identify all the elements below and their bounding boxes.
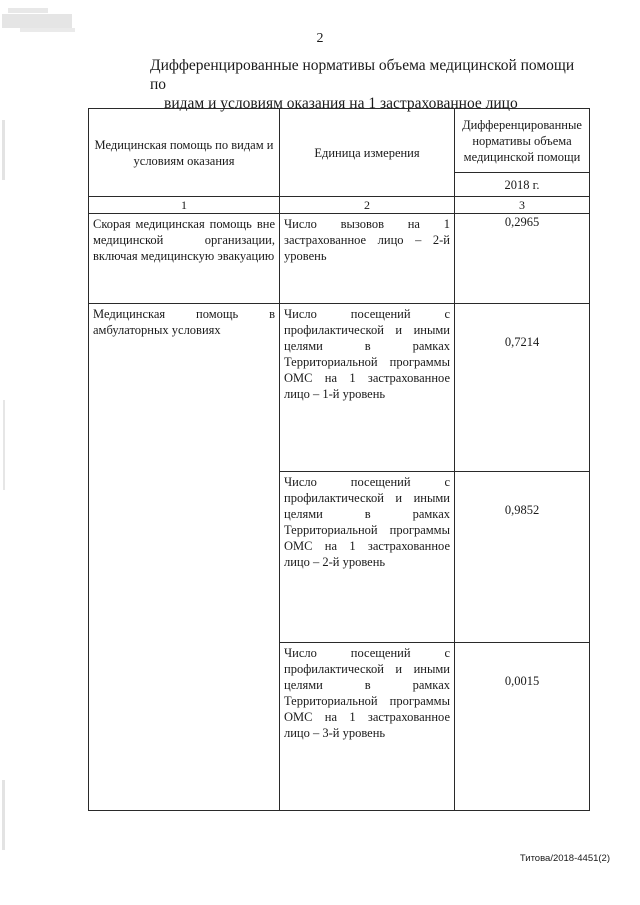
footer-ref: Титова/2018-4451(2): [519, 853, 610, 864]
column-number: 1: [89, 197, 280, 214]
header-norms: Дифференцированные нормативы объема медицинской помощи: [455, 109, 590, 173]
document-title: [150, 56, 580, 113]
value-cell: 0,2965: [455, 214, 590, 304]
column-number: 2: [280, 197, 455, 214]
value-cell: 0,9852: [455, 472, 590, 643]
title-line-1: Дифференцированные нормативы объема медицинской помощи по: [150, 57, 575, 93]
care-type-cell: Скорая медицинская помощь вне медицинской организации, включая медицинскую эвакуацию: [89, 214, 280, 304]
header-year: 2018 г.: [455, 173, 590, 197]
column-number: 3: [455, 197, 590, 214]
header-unit: Единица измерения: [280, 109, 455, 197]
table-row: [89, 304, 590, 472]
unit-cell: Число посещений с профилактической и иными целями в рамках Территориальной программы ОМС на 1 застрахованное лицо – 1-й уровень: [280, 304, 455, 472]
norms-table: [88, 108, 590, 811]
unit-cell: Число вызовов на 1 застрахованное лицо – 2-й уровень: [280, 214, 455, 304]
scan-noise-left-edge: [0, 20, 12, 900]
page-number: 2: [316, 31, 324, 46]
table-row: [89, 214, 590, 304]
title-line-2: видам и условиям оказания на 1 застрахованное лицо: [164, 95, 518, 112]
header-care-type: Медицинская помощь по видам и условиям оказания: [89, 109, 280, 197]
value-cell: 0,7214: [455, 304, 590, 472]
value-cell: 0,0015: [455, 643, 590, 811]
unit-cell: Число посещений с профилактической и иными целями в рамках Территориальной программы ОМС на 1 застрахованное лицо – 2-й уровень: [280, 472, 455, 643]
unit-cell: Число посещений с профилактической и иными целями в рамках Территориальной программы ОМС на 1 застрахованное лицо – 3-й уровень: [280, 643, 455, 811]
care-type-cell: Медицинская помощь в амбулаторных условиях: [89, 304, 280, 811]
